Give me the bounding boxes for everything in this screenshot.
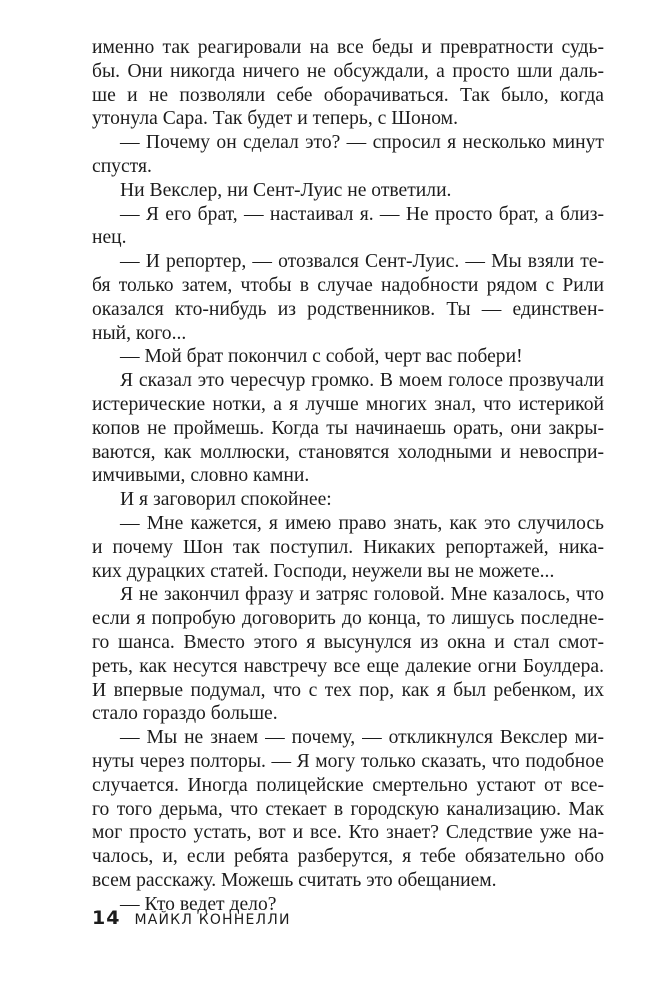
text-line: — Почему он сделал это? — спросил я несколько минут — [120, 132, 604, 154]
text-line: го шанса. Вместо этого я высунулся из окна и стал смот- — [92, 631, 604, 653]
text-line: стало гораздо больше. — [92, 703, 278, 725]
text-line: ный, кого... — [92, 322, 187, 344]
page-footer — [92, 907, 291, 931]
text-line: Я сказал это чересчур громко. В моем голосе прозвучали — [120, 370, 604, 392]
text-line: утонула Сара. Так будет и теперь, с Шоном. — [92, 108, 458, 130]
text-line: и почему Шон так поступил. Никаких репортажей, ника- — [92, 536, 604, 558]
text-line: спустя. — [92, 155, 152, 177]
text-line: ваются, как моллюски, становятся холодными и невоспри- — [92, 441, 604, 463]
text-line: реть, как несутся навстречу все еще далекие огни Боулдера. — [92, 655, 604, 677]
text-line: копов не проймешь. Когда ты начинаешь орать, они закры- — [92, 417, 604, 439]
running-head-author: МАЙКЛ КОННЕЛЛИ — [134, 912, 291, 928]
text-line: чалось, и, если ребята разберутся, я тебе обязательно обо — [92, 846, 604, 868]
text-line: — Мне кажется, я имею право знать, как это случилось — [120, 512, 604, 534]
page-number: 14 — [92, 907, 121, 929]
text-line: ких дурацких статей. Господи, неужели вы не можете... — [92, 560, 555, 582]
text-line: — Мы не знаем — почему, — откликнулся Векслер ми- — [120, 727, 604, 749]
text-line: И я заговорил спокойнее: — [120, 489, 332, 511]
text-line: Я не закончил фразу и затряс головой. Мне казалось, что — [120, 584, 604, 606]
text-line: истерические нотки, а я лучше многих знал, что истерикой — [92, 393, 604, 415]
text-line: случается. Иногда полицейские смертельно устают от все- — [92, 774, 604, 796]
text-line: — Мой брат покончил с собой, черт вас побери! — [120, 346, 523, 368]
text-line: оказался кто-нибудь из родственников. Ты — единствен- — [92, 298, 604, 320]
text-line: бы. Они никогда ничего не обсуждали, а просто шли даль- — [92, 60, 604, 82]
text-line: — Я его брат, — настаивал я. — Не просто брат, а близ- — [120, 203, 604, 225]
text-line: нуты через полторы. — Я могу только сказать, что подобное — [92, 750, 604, 772]
text-line: — И репортер, — отозвался Сент-Луис. — Мы взяли те- — [120, 251, 604, 273]
text-line: го того дерьма, что стекает в городскую канализацию. Мак — [92, 798, 604, 820]
body-text — [92, 36, 604, 916]
text-line: имчивыми, словно камни. — [92, 465, 310, 487]
text-line: если я попробую договорить до конца, то лишусь последне- — [92, 608, 604, 630]
text-line: бя только затем, чтобы в случае надобности рядом с Рили — [92, 274, 604, 296]
text-line: ше и не позволяли себе оборачиваться. Так было, когда — [92, 84, 604, 106]
text-line: мог просто устать, вот и все. Кто знает? Следствие уже на- — [92, 822, 604, 844]
text-line: именно так реагировали на все беды и превратности судь- — [92, 37, 604, 58]
text-line: нец. — [92, 227, 127, 249]
text-line: Ни Векслер, ни Сент-Луис не ответили. — [120, 179, 452, 201]
text-line: — Кто ведет дело? — [120, 893, 277, 915]
text-line: всем расскажу. Можешь считать это обещанием. — [92, 869, 497, 891]
text-line: И впервые подумал, что с тех пор, как я был ребенком, их — [92, 679, 604, 701]
